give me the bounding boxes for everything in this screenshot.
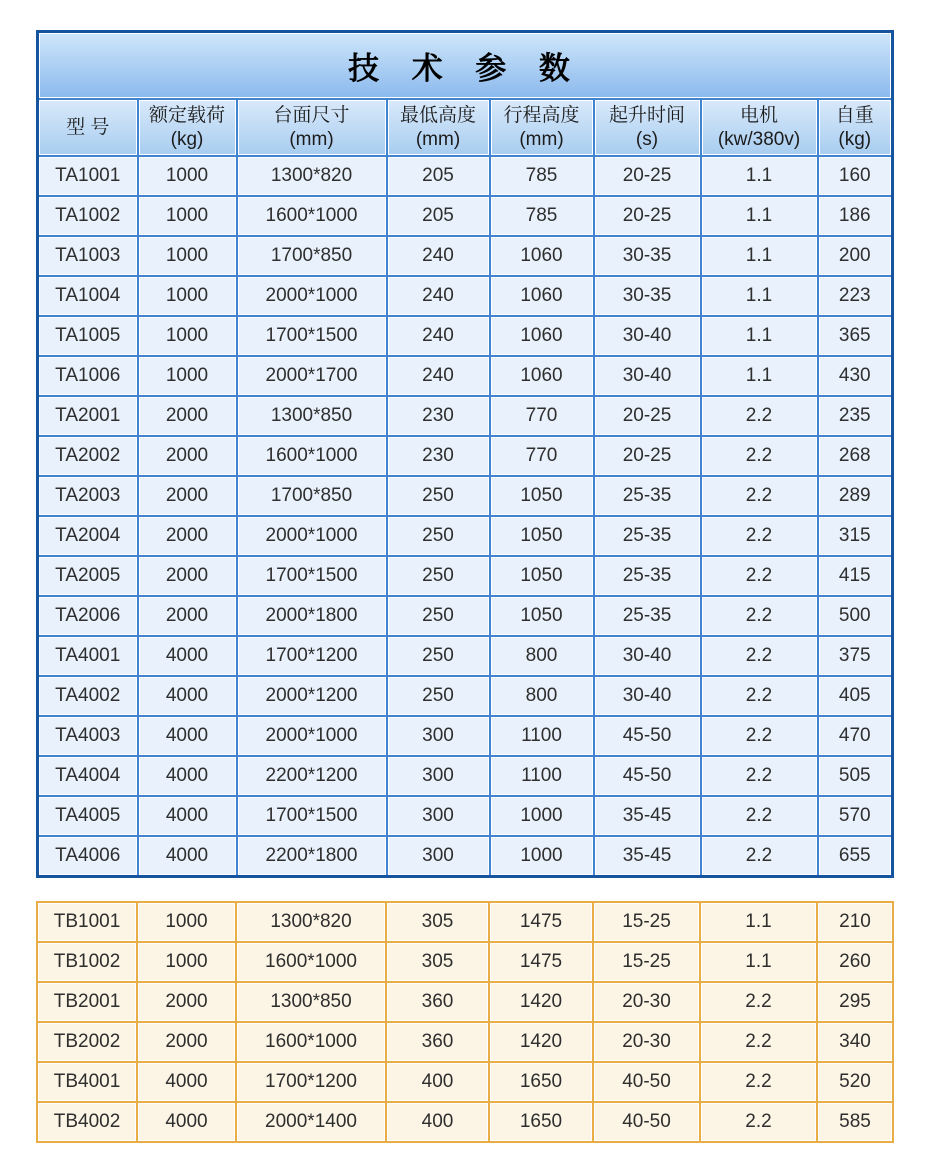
table-cell: 1300*820 xyxy=(236,902,386,942)
table-cell: 1050 xyxy=(490,476,594,516)
model-cell: TB2001 xyxy=(37,982,137,1022)
column-header-self-weight xyxy=(818,99,893,156)
table-cell: 2.2 xyxy=(700,1062,817,1102)
table-cell: 1700*1500 xyxy=(237,316,387,356)
table-cell: 400 xyxy=(386,1102,489,1142)
table-cell: 4000 xyxy=(138,836,237,877)
column-header-model xyxy=(38,99,138,156)
table-cell: 20-25 xyxy=(594,196,701,236)
table-cell: 2200*1800 xyxy=(237,836,387,877)
table-cell: 40-50 xyxy=(593,1062,700,1102)
table-cell: 250 xyxy=(387,636,490,676)
table-row xyxy=(38,396,893,436)
table-row xyxy=(37,902,893,942)
table-cell: 4000 xyxy=(138,796,237,836)
table-cell: 4000 xyxy=(138,636,237,676)
header-line2: (mm) xyxy=(415,128,461,150)
model-cell: TA1005 xyxy=(38,316,138,356)
table-cell: 230 xyxy=(387,396,490,436)
table-cell: 230 xyxy=(387,436,490,476)
table-cell: 1100 xyxy=(490,716,594,756)
table-cell: 655 xyxy=(818,836,893,877)
table-cell: 30-40 xyxy=(594,676,701,716)
table-cell: 4000 xyxy=(137,1102,236,1142)
table-cell: 1.1 xyxy=(701,196,818,236)
table-title: 技 术 参 数 xyxy=(38,32,893,100)
table-cell: 15-25 xyxy=(593,942,700,982)
table-cell: 2.2 xyxy=(701,836,818,877)
table-cell: 25-35 xyxy=(594,516,701,556)
table-cell: 4000 xyxy=(137,1062,236,1102)
table-cell: 30-40 xyxy=(594,316,701,356)
table-row xyxy=(38,436,893,476)
table-cell: 400 xyxy=(386,1062,489,1102)
table-cell: 1060 xyxy=(490,236,594,276)
table-cell: 2200*1200 xyxy=(237,756,387,796)
table-cell: 1.1 xyxy=(701,156,818,196)
column-header-platform-size xyxy=(237,99,387,156)
table-cell: 1000 xyxy=(138,356,237,396)
header-line1: 自重 xyxy=(835,104,874,126)
table-cell: 1300*820 xyxy=(237,156,387,196)
table-cell: 770 xyxy=(490,396,594,436)
table-cell: 250 xyxy=(387,676,490,716)
model-cell: TB2002 xyxy=(37,1022,137,1062)
column-header-lift-time xyxy=(594,99,701,156)
table-cell: 205 xyxy=(387,156,490,196)
table-cell: 2000 xyxy=(138,476,237,516)
table-cell: 35-45 xyxy=(594,796,701,836)
table-cell: 570 xyxy=(818,796,893,836)
header-line2: (mm) xyxy=(519,128,564,150)
table-cell: 25-35 xyxy=(594,476,701,516)
table-cell: 365 xyxy=(818,316,893,356)
table-cell: 4000 xyxy=(138,756,237,796)
header-line2: (kg) xyxy=(838,128,872,150)
table-cell: 785 xyxy=(490,156,594,196)
table-cell: 300 xyxy=(387,836,490,877)
table-cell: 1060 xyxy=(490,356,594,396)
table-row xyxy=(37,1022,893,1062)
table-cell: 1420 xyxy=(489,1022,593,1062)
table-cell: 1475 xyxy=(489,902,593,942)
table-cell: 268 xyxy=(818,436,893,476)
table-row xyxy=(38,556,893,596)
header-line1: 电机 xyxy=(739,104,778,126)
table-cell: 260 xyxy=(817,942,893,982)
technical-parameters-table-a xyxy=(36,30,894,878)
table-cell: 186 xyxy=(818,196,893,236)
table-cell: 30-40 xyxy=(594,356,701,396)
table-cell: 1.1 xyxy=(701,356,818,396)
table-row xyxy=(38,516,893,556)
table-cell: 2.2 xyxy=(701,756,818,796)
table-cell: 2000*1000 xyxy=(237,516,387,556)
table-cell: 4000 xyxy=(138,716,237,756)
table-cell: 1600*1000 xyxy=(236,1022,386,1062)
table-cell: 2000*1800 xyxy=(237,596,387,636)
table-cell: 35-45 xyxy=(594,836,701,877)
table-cell: 375 xyxy=(818,636,893,676)
header-line1: 最低高度 xyxy=(399,104,476,126)
title-row xyxy=(38,32,893,100)
table-cell: 360 xyxy=(386,982,489,1022)
table-cell: 1650 xyxy=(489,1102,593,1142)
model-cell: TA1001 xyxy=(38,156,138,196)
model-cell: TA2004 xyxy=(38,516,138,556)
table-cell: 1600*1000 xyxy=(237,196,387,236)
technical-parameters-table-b xyxy=(36,901,894,1143)
table-row xyxy=(38,716,893,756)
header-line2: (kg) xyxy=(170,128,204,150)
table-cell: 250 xyxy=(387,516,490,556)
table-cell: 20-25 xyxy=(594,396,701,436)
table-cell: 160 xyxy=(818,156,893,196)
column-header-rated-load xyxy=(138,99,237,156)
table-cell: 2000 xyxy=(137,982,236,1022)
model-cell: TA2006 xyxy=(38,596,138,636)
table-cell: 430 xyxy=(818,356,893,396)
table-cell: 415 xyxy=(818,556,893,596)
table-cell: 2.2 xyxy=(701,716,818,756)
table-cell: 30-35 xyxy=(594,276,701,316)
header-line1: 行程高度 xyxy=(503,104,580,126)
header-line1: 起升时间 xyxy=(608,104,685,126)
model-cell: TA4001 xyxy=(38,636,138,676)
table-cell: 223 xyxy=(818,276,893,316)
table-cell: 500 xyxy=(818,596,893,636)
table-cell: 1650 xyxy=(489,1062,593,1102)
table-cell: 1000 xyxy=(490,836,594,877)
table-cell: 315 xyxy=(818,516,893,556)
table-cell: 2000 xyxy=(138,516,237,556)
table-cell: 45-50 xyxy=(594,716,701,756)
table-cell: 1.1 xyxy=(700,942,817,982)
table-cell: 2000*1200 xyxy=(237,676,387,716)
table-cell: 1000 xyxy=(490,796,594,836)
table-cell: 205 xyxy=(387,196,490,236)
table-cell: 20-25 xyxy=(594,156,701,196)
table-cell: 240 xyxy=(387,356,490,396)
header-line2: (s) xyxy=(635,128,659,150)
table-cell: 770 xyxy=(490,436,594,476)
model-cell: TB1002 xyxy=(37,942,137,982)
header-line1: 额定载荷 xyxy=(148,104,225,126)
table-b-container xyxy=(36,901,894,1143)
table-cell: 800 xyxy=(490,636,594,676)
table-cell: 2000*1000 xyxy=(237,716,387,756)
table-cell: 1700*1500 xyxy=(237,796,387,836)
table-cell: 1700*1200 xyxy=(237,636,387,676)
table-cell: 200 xyxy=(818,236,893,276)
header-line2: (mm) xyxy=(289,128,334,150)
table-row xyxy=(37,942,893,982)
table-cell: 1000 xyxy=(138,276,237,316)
model-cell: TA4003 xyxy=(38,716,138,756)
table-cell: 250 xyxy=(387,556,490,596)
table-cell: 1060 xyxy=(490,316,594,356)
column-header-min-height xyxy=(387,99,490,156)
table-row xyxy=(38,476,893,516)
model-cell: TA1004 xyxy=(38,276,138,316)
table-cell: 20-30 xyxy=(593,1022,700,1062)
table-cell: 360 xyxy=(386,1022,489,1062)
table-cell: 25-35 xyxy=(594,596,701,636)
table-cell: 470 xyxy=(818,716,893,756)
model-cell: TB4002 xyxy=(37,1102,137,1142)
table-cell: 405 xyxy=(818,676,893,716)
table-cell: 1.1 xyxy=(701,236,818,276)
table-cell: 1700*850 xyxy=(237,236,387,276)
table-cell: 2.2 xyxy=(701,796,818,836)
column-header-motor xyxy=(701,99,818,156)
table-row xyxy=(38,636,893,676)
table-cell: 1100 xyxy=(490,756,594,796)
table-cell: 2.2 xyxy=(700,982,817,1022)
table-row xyxy=(38,676,893,716)
model-cell: TA4005 xyxy=(38,796,138,836)
model-cell: TA2005 xyxy=(38,556,138,596)
model-cell: TA2003 xyxy=(38,476,138,516)
table-cell: 505 xyxy=(818,756,893,796)
table-cell: 1300*850 xyxy=(237,396,387,436)
table-cell: 15-25 xyxy=(593,902,700,942)
table-cell: 30-35 xyxy=(594,236,701,276)
table-cell: 289 xyxy=(818,476,893,516)
table-cell: 1700*850 xyxy=(237,476,387,516)
spec-sheet xyxy=(36,30,894,1143)
table-cell: 1475 xyxy=(489,942,593,982)
table-row xyxy=(37,982,893,1022)
header-line1: 台面尺寸 xyxy=(273,104,350,126)
model-cell: TA1002 xyxy=(38,196,138,236)
table-cell: 305 xyxy=(386,902,489,942)
table-cell: 45-50 xyxy=(594,756,701,796)
table-cell: 785 xyxy=(490,196,594,236)
table-cell: 4000 xyxy=(138,676,237,716)
table-cell: 300 xyxy=(387,796,490,836)
table-cell: 1000 xyxy=(137,902,236,942)
model-cell: TA1003 xyxy=(38,236,138,276)
table-cell: 2000*1400 xyxy=(236,1102,386,1142)
table-cell: 1050 xyxy=(490,596,594,636)
table-cell: 250 xyxy=(387,596,490,636)
model-cell: TB1001 xyxy=(37,902,137,942)
table-cell: 2.2 xyxy=(700,1022,817,1062)
table-a-body xyxy=(38,156,893,877)
table-cell: 2.2 xyxy=(700,1102,817,1142)
table-row xyxy=(37,1102,893,1142)
table-cell: 2000*1000 xyxy=(237,276,387,316)
table-cell: 585 xyxy=(817,1102,893,1142)
table-cell: 1060 xyxy=(490,276,594,316)
table-cell: 1.1 xyxy=(701,276,818,316)
table-cell: 1050 xyxy=(490,556,594,596)
table-cell: 1.1 xyxy=(701,316,818,356)
table-cell: 235 xyxy=(818,396,893,436)
table-cell: 340 xyxy=(817,1022,893,1062)
table-cell: 300 xyxy=(387,756,490,796)
model-cell: TA2001 xyxy=(38,396,138,436)
table-cell: 2000 xyxy=(137,1022,236,1062)
table-cell: 20-30 xyxy=(593,982,700,1022)
table-cell: 240 xyxy=(387,236,490,276)
table-cell: 1420 xyxy=(489,982,593,1022)
table-row xyxy=(38,836,893,877)
table-cell: 2.2 xyxy=(701,436,818,476)
column-header-travel-height xyxy=(490,99,594,156)
table-cell: 1600*1000 xyxy=(237,436,387,476)
table-cell: 210 xyxy=(817,902,893,942)
table-cell: 2.2 xyxy=(701,556,818,596)
table-cell: 2.2 xyxy=(701,476,818,516)
table-cell: 240 xyxy=(387,316,490,356)
table-row xyxy=(38,156,893,196)
model-cell: TA4006 xyxy=(38,836,138,877)
table-row xyxy=(38,316,893,356)
table-cell: 1000 xyxy=(138,236,237,276)
table-cell: 2000 xyxy=(138,596,237,636)
table-cell: 305 xyxy=(386,942,489,982)
model-cell: TA1006 xyxy=(38,356,138,396)
table-cell: 2000 xyxy=(138,436,237,476)
table-cell: 300 xyxy=(387,716,490,756)
table-cell: 520 xyxy=(817,1062,893,1102)
table-cell: 1050 xyxy=(490,516,594,556)
table-cell: 2.2 xyxy=(701,676,818,716)
table-cell: 30-40 xyxy=(594,636,701,676)
table-cell: 40-50 xyxy=(593,1102,700,1142)
table-cell: 20-25 xyxy=(594,436,701,476)
table-row xyxy=(38,276,893,316)
table-cell: 2000 xyxy=(138,556,237,596)
table-row xyxy=(38,756,893,796)
table-cell: 2.2 xyxy=(701,596,818,636)
table-cell: 1000 xyxy=(137,942,236,982)
table-cell: 1000 xyxy=(138,196,237,236)
table-cell: 1700*1200 xyxy=(236,1062,386,1102)
table-cell: 1000 xyxy=(138,156,237,196)
model-cell: TA4002 xyxy=(38,676,138,716)
table-row xyxy=(38,236,893,276)
table-cell: 1.1 xyxy=(700,902,817,942)
table-row xyxy=(38,356,893,396)
header-row xyxy=(38,99,893,156)
table-cell: 295 xyxy=(817,982,893,1022)
table-cell: 1300*850 xyxy=(236,982,386,1022)
table-cell: 2000 xyxy=(138,396,237,436)
table-cell: 240 xyxy=(387,276,490,316)
model-cell: TA2002 xyxy=(38,436,138,476)
table-row xyxy=(38,596,893,636)
model-cell: TB4001 xyxy=(37,1062,137,1102)
table-cell: 2000*1700 xyxy=(237,356,387,396)
table-cell: 1000 xyxy=(138,316,237,356)
table-cell: 250 xyxy=(387,476,490,516)
table-cell: 25-35 xyxy=(594,556,701,596)
table-row xyxy=(38,196,893,236)
model-cell: TA4004 xyxy=(38,756,138,796)
table-cell: 800 xyxy=(490,676,594,716)
table-cell: 1700*1500 xyxy=(237,556,387,596)
table-cell: 2.2 xyxy=(701,636,818,676)
table-cell: 1600*1000 xyxy=(236,942,386,982)
header-line2: (kw/380v) xyxy=(717,128,801,150)
table-b-body xyxy=(37,902,893,1142)
header-line1: 型 号 xyxy=(66,116,110,138)
table-row xyxy=(38,796,893,836)
table-cell: 2.2 xyxy=(701,516,818,556)
table-row xyxy=(37,1062,893,1102)
table-cell: 2.2 xyxy=(701,396,818,436)
